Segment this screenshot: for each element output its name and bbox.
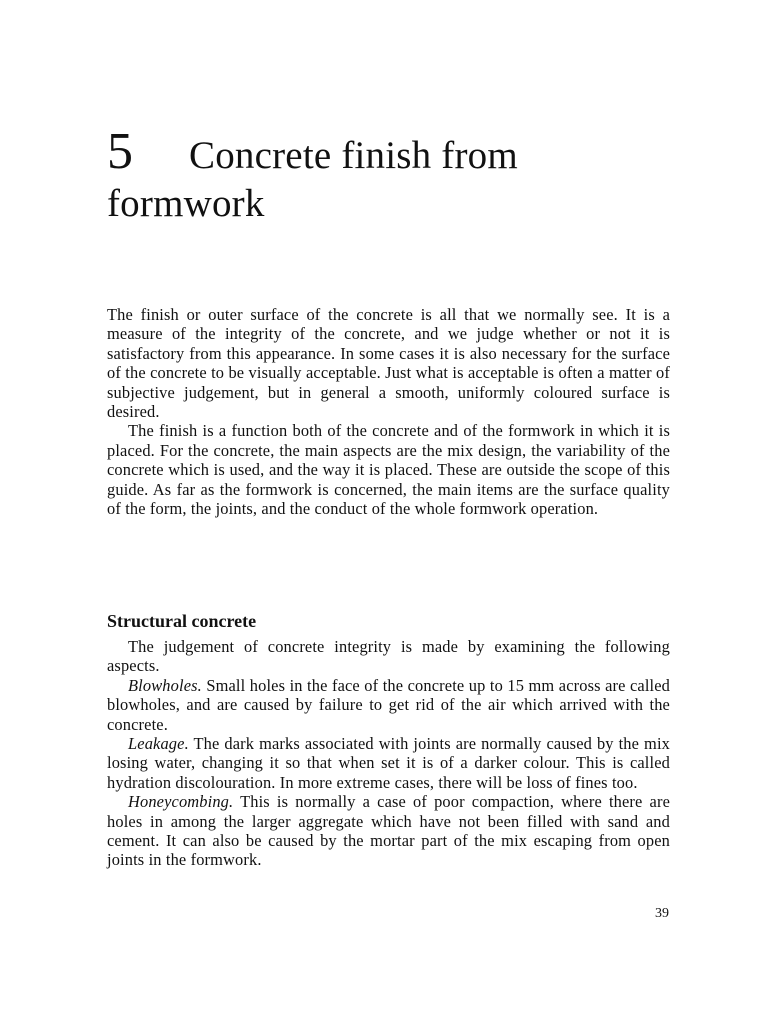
section-text bbox=[107, 637, 670, 870]
honeycombing-term: Honeycombing. bbox=[128, 792, 234, 812]
chapter-title-line-1: Concrete finish from bbox=[189, 134, 518, 177]
honeycombing-paragraph bbox=[107, 792, 670, 870]
intro-text bbox=[107, 305, 670, 518]
blowholes-paragraph bbox=[107, 676, 670, 734]
intro-paragraph-1: The finish or outer surface of the concrete is all that we normally see. It is a measure of the integrity of the concrete, and we judge whether or not it is satisfactory from this appearance. In some cases it is also necessary for the surface of the concrete to be visually acceptable. Just what is acceptable is often a matter of subjective judgement, but in general a smooth, uniformly coloured surface is desired. bbox=[107, 305, 670, 422]
section-paragraph-1: The judgement of concrete integrity is made by examining the following aspects. bbox=[107, 637, 670, 676]
leakage-paragraph bbox=[107, 734, 670, 792]
page-number: 39 bbox=[655, 906, 669, 921]
chapter-number: 5 bbox=[107, 123, 134, 180]
chapter-heading bbox=[107, 123, 707, 228]
blowholes-text: Small holes in the face of the concrete up to 15 mm across are called blowholes, and are caused by failure to get rid of the air which arrived with the concrete. bbox=[107, 675, 670, 734]
leakage-text: The dark marks associated with joints are normally caused by the mix losing water, changing it so that when set it is of a darker colour. This is called hydration discolouration. In more extreme cases, there will be loss of fines too. bbox=[107, 734, 670, 792]
section-heading: Structural concrete bbox=[107, 611, 257, 631]
chapter-title-line-2: formwork bbox=[107, 182, 265, 225]
honeycombing-text: This is normally a case of poor compaction, where there are holes in among the larger aggregate which have not been filled with sand and cement. It can also be caused by the mortar part of the mix escaping from open joints in the formwork. bbox=[107, 792, 670, 870]
leakage-term: Leakage. bbox=[128, 734, 189, 754]
blowholes-term: Blowholes. bbox=[128, 675, 202, 695]
intro-paragraph-2: The finish is a function both of the concrete and of the formwork in which it is placed. For the concrete, the main aspects are the mix design, the variability of the concrete which is used, and the way it is placed. These are outside the scope of this guide. As far as the formwork is concerned, the main items are the surface quality of the form, the joints, and the conduct of the whole formwork operation. bbox=[107, 421, 670, 519]
